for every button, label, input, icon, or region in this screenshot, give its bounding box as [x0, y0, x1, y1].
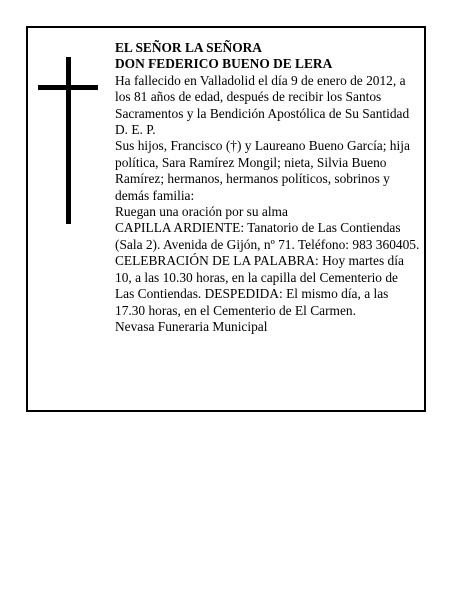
notice-title: EL SEÑOR LA SEÑORA	[115, 40, 262, 55]
family-list: Sus hijos, Francisco (†) y Laureano Bueno García; hija política, Sara Ramírez Mongil; nieta, Silvia Bueno Ramírez; hermanos, hermanos políticos, sobrinos y demás familia:	[115, 138, 410, 203]
cross-vertical-bar	[66, 57, 71, 224]
funeral-home: Nevasa Funeraria Municipal	[115, 318, 268, 334]
chapel-info: CAPILLA ARDIENTE: Tanatorio de Las Contiendas (Sala 2). Avenida de Gijón, nº 71. Teléfono: 983 360405.	[115, 220, 420, 252]
prayer-request: Ruegan una oración por su alma	[115, 204, 288, 220]
notice-text	[115, 40, 420, 335]
deceased-name: DON FEDERICO BUENO DE LERA	[115, 56, 333, 72]
cross-horizontal-bar	[38, 85, 98, 90]
death-announcement: Ha fallecido en Valladolid el día 9 de enero de 2012, a los 81 años de edad, después de recibir los Santos Sacramentos y la Bendición Apostólica de Su Santidad D. E. P.	[115, 72, 410, 138]
obituary-notice	[26, 26, 426, 412]
ceremony-info: CELEBRACIÓN DE LA PALABRA: Hoy martes día 10, a las 10.30 horas, en la capilla del Cementerio de Las Contiendas. DESPEDIDA: El mismo día, a las 17.30 horas, en el Cementerio de El Carmen.	[115, 253, 404, 318]
